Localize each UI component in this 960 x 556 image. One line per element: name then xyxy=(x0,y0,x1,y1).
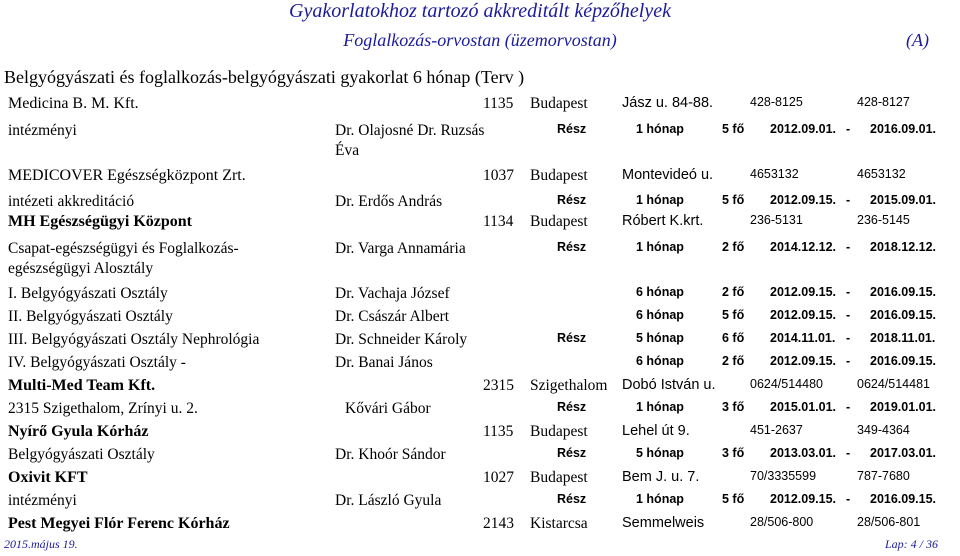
institution-city: Budapest xyxy=(530,423,588,440)
unit-row xyxy=(0,122,960,159)
institution-fax: 28/506-801 xyxy=(857,515,921,529)
valid-to: 2017.03.01. xyxy=(870,446,937,460)
unit-name: IV. Belgyógyászati Osztály - xyxy=(8,354,186,371)
valid-from: 2012.09.15. xyxy=(770,354,837,368)
institution-fax: 349-4364 xyxy=(857,423,910,437)
valid-to: 2016.09.15. xyxy=(870,308,937,322)
tutor-name: Dr. László Gyula xyxy=(335,492,442,509)
valid-from: 2012.09.15. xyxy=(770,285,837,299)
institution-phone: 236-5131 xyxy=(750,213,803,227)
part-label: Rész xyxy=(557,193,587,207)
unit-row xyxy=(0,285,960,307)
unit-name: intézeti akkreditáció xyxy=(8,193,135,210)
institution-street: Jász u. 84-88. xyxy=(622,95,714,111)
unit-row xyxy=(0,492,960,514)
institution-name: MH Egészségügyi Központ xyxy=(8,213,192,230)
unit-name: 2315 Szigethalom, Zrínyi u. 2. xyxy=(8,400,198,417)
valid-to: 2016.09.01. xyxy=(870,122,937,136)
date-dash: - xyxy=(846,193,851,207)
page-subtitle: Foglalkozás-orvostan (üzemorvostan) xyxy=(343,30,617,50)
institution-fax: 236-5145 xyxy=(857,213,910,227)
institution-zip: 1134 xyxy=(483,213,514,230)
valid-from: 2014.12.12. xyxy=(770,240,837,254)
valid-to: 2016.09.15. xyxy=(870,354,937,368)
headcount: 5 fő xyxy=(722,492,745,506)
valid-to: 2019.01.01. xyxy=(870,400,937,414)
headcount: 3 fő xyxy=(722,446,745,460)
institution-zip: 1135 xyxy=(483,423,514,440)
part-label: Rész xyxy=(557,331,587,345)
institution-row xyxy=(0,515,960,537)
unit-name: III. Belgyógyászati Osztály Nephrológia xyxy=(8,331,260,348)
date-dash: - xyxy=(846,240,851,254)
headcount: 6 fő xyxy=(722,331,745,345)
tutor-name: Dr. Khoór Sándor xyxy=(335,446,446,463)
institution-city: Budapest xyxy=(530,469,588,486)
footer-page: Lap: 4 / 36 xyxy=(885,537,939,551)
valid-from: 2012.09.15. xyxy=(770,193,837,207)
institution-street: Montevideó u. xyxy=(622,167,714,183)
unit-row xyxy=(0,308,960,330)
duration: 1 hónap xyxy=(636,492,684,506)
institution-city: Budapest xyxy=(530,167,588,184)
institution-row xyxy=(0,469,960,491)
institution-fax: 787-7680 xyxy=(857,469,910,483)
institution-phone: 4653132 xyxy=(750,167,799,181)
unit-row xyxy=(0,400,960,422)
institution-name: Pest Megyei Flór Ferenc Kórház xyxy=(8,515,230,532)
institution-phone: 428-8125 xyxy=(750,95,803,109)
unit-name: Csapat-egészségügyi és Foglalkozás- xyxy=(8,240,239,257)
tutor-name: Dr. Banai János xyxy=(335,354,433,371)
unit-name: Belgyógyászati Osztály xyxy=(8,446,155,463)
institution-name: Oxivit KFT xyxy=(8,469,88,486)
date-dash: - xyxy=(846,446,851,460)
valid-to: 2018.12.12. xyxy=(870,240,937,254)
duration: 1 hónap xyxy=(636,400,684,414)
duration: 6 hónap xyxy=(636,308,684,322)
institution-row xyxy=(0,423,960,445)
headcount: 5 fő xyxy=(722,122,745,136)
date-dash: - xyxy=(846,308,851,322)
date-dash: - xyxy=(846,285,851,299)
institution-phone: 451-2637 xyxy=(750,423,803,437)
duration: 1 hónap xyxy=(636,193,684,207)
duration: 6 hónap xyxy=(636,354,684,368)
institution-city: Budapest xyxy=(530,213,588,230)
date-dash: - xyxy=(846,400,851,414)
valid-from: 2013.03.01. xyxy=(770,446,837,460)
institution-name: Nyírő Gyula Kórház xyxy=(8,423,149,440)
institution-street: Semmelweis xyxy=(622,515,705,531)
institution-city: Kistarcsa xyxy=(530,515,588,532)
duration: 6 hónap xyxy=(636,285,684,299)
tutor-name: Dr. Olajosné Dr. Ruzsás xyxy=(335,122,485,139)
headcount: 2 fő xyxy=(722,240,745,254)
valid-to: 2016.09.15. xyxy=(870,285,937,299)
tutor-name: Kővári Gábor xyxy=(345,400,431,417)
headcount: 5 fő xyxy=(722,193,745,207)
section-title: Belgyógyászati és foglalkozás-belgyógyászati gyakorlat 6 hónap (Terv ) xyxy=(4,67,525,87)
specialty-code: (A) xyxy=(906,30,929,50)
unit-name: II. Belgyógyászati Osztály xyxy=(8,308,173,325)
duration: 1 hónap xyxy=(636,240,684,254)
valid-from: 2012.09.15. xyxy=(770,492,837,506)
institution-name: Multi-Med Team Kft. xyxy=(8,377,156,394)
headcount: 2 fő xyxy=(722,354,745,368)
valid-from: 2015.01.01. xyxy=(770,400,837,414)
institution-row xyxy=(0,167,960,189)
tutor-name: Dr. Vachaja József xyxy=(335,285,450,302)
institution-street: Dobó István u. xyxy=(622,377,716,393)
institution-row xyxy=(0,95,960,117)
headcount: 5 fő xyxy=(722,308,745,322)
part-label: Rész xyxy=(557,492,587,506)
duration: 5 hónap xyxy=(636,331,684,345)
tutor-name: Dr. Császár Albert xyxy=(335,308,450,325)
institution-phone: 28/506-800 xyxy=(750,515,814,529)
institution-row xyxy=(0,377,960,399)
institution-zip: 1037 xyxy=(483,167,514,184)
institution-street: Bem J. u. 7. xyxy=(622,469,700,485)
tutor-name: Dr. Erdős András xyxy=(335,193,443,210)
valid-from: 2014.11.01. xyxy=(770,331,836,345)
unit-row xyxy=(0,331,960,353)
part-label: Rész xyxy=(557,446,587,460)
unit-name-continued: egészségügyi Alosztály xyxy=(8,260,154,277)
valid-from: 2012.09.01. xyxy=(770,122,837,136)
duration: 1 hónap xyxy=(636,122,684,136)
institution-name: MEDICOVER Egészségközpont Zrt. xyxy=(8,167,246,184)
part-label: Rész xyxy=(557,240,587,254)
headcount: 3 fő xyxy=(722,400,745,414)
unit-name: I. Belgyógyászati Osztály xyxy=(8,285,168,302)
institution-street: Lehel út 9. xyxy=(622,423,690,439)
footer-date: 2015.május 19. xyxy=(4,537,78,551)
duration: 5 hónap xyxy=(636,446,684,460)
date-dash: - xyxy=(846,331,851,345)
institution-phone: 0624/514480 xyxy=(750,377,823,391)
page-title: Gyakorlatokhoz tartozó akkreditált képzőhelyek xyxy=(289,0,671,22)
unit-row xyxy=(0,354,960,376)
institution-zip: 1135 xyxy=(483,95,514,112)
institution-phone: 70/3335599 xyxy=(750,469,817,483)
part-label: Rész xyxy=(557,400,587,414)
valid-from: 2012.09.15. xyxy=(770,308,837,322)
unit-name: intézményi xyxy=(8,122,77,139)
institution-zip: 1027 xyxy=(483,469,514,486)
unit-row xyxy=(0,240,960,277)
institution-fax: 0624/514481 xyxy=(857,377,930,391)
unit-row xyxy=(0,446,960,468)
tutor-name: Dr. Varga Annamária xyxy=(335,240,466,257)
institution-row xyxy=(0,213,960,235)
part-label: Rész xyxy=(557,122,587,136)
date-dash: - xyxy=(846,354,851,368)
unit-row xyxy=(0,193,960,215)
institution-zip: 2315 xyxy=(483,377,514,394)
date-dash: - xyxy=(846,492,851,506)
date-dash: - xyxy=(846,122,851,136)
institution-street: Róbert K.krt. xyxy=(622,213,704,229)
institution-zip: 2143 xyxy=(483,515,514,532)
institution-city: Budapest xyxy=(530,95,588,112)
institution-fax: 4653132 xyxy=(857,167,906,181)
institution-name: Medicina B. M. Kft. xyxy=(8,95,139,112)
valid-to: 2015.09.01. xyxy=(870,193,937,207)
institution-fax: 428-8127 xyxy=(857,95,910,109)
institution-city: Szigethalom xyxy=(530,377,608,394)
unit-name: intézményi xyxy=(8,492,77,509)
tutor-name: Dr. Schneider Károly xyxy=(335,331,468,348)
valid-to: 2016.09.15. xyxy=(870,492,937,506)
tutor-name-continued: Éva xyxy=(335,142,360,159)
valid-to: 2018.11.01. xyxy=(870,331,936,345)
headcount: 2 fő xyxy=(722,285,745,299)
